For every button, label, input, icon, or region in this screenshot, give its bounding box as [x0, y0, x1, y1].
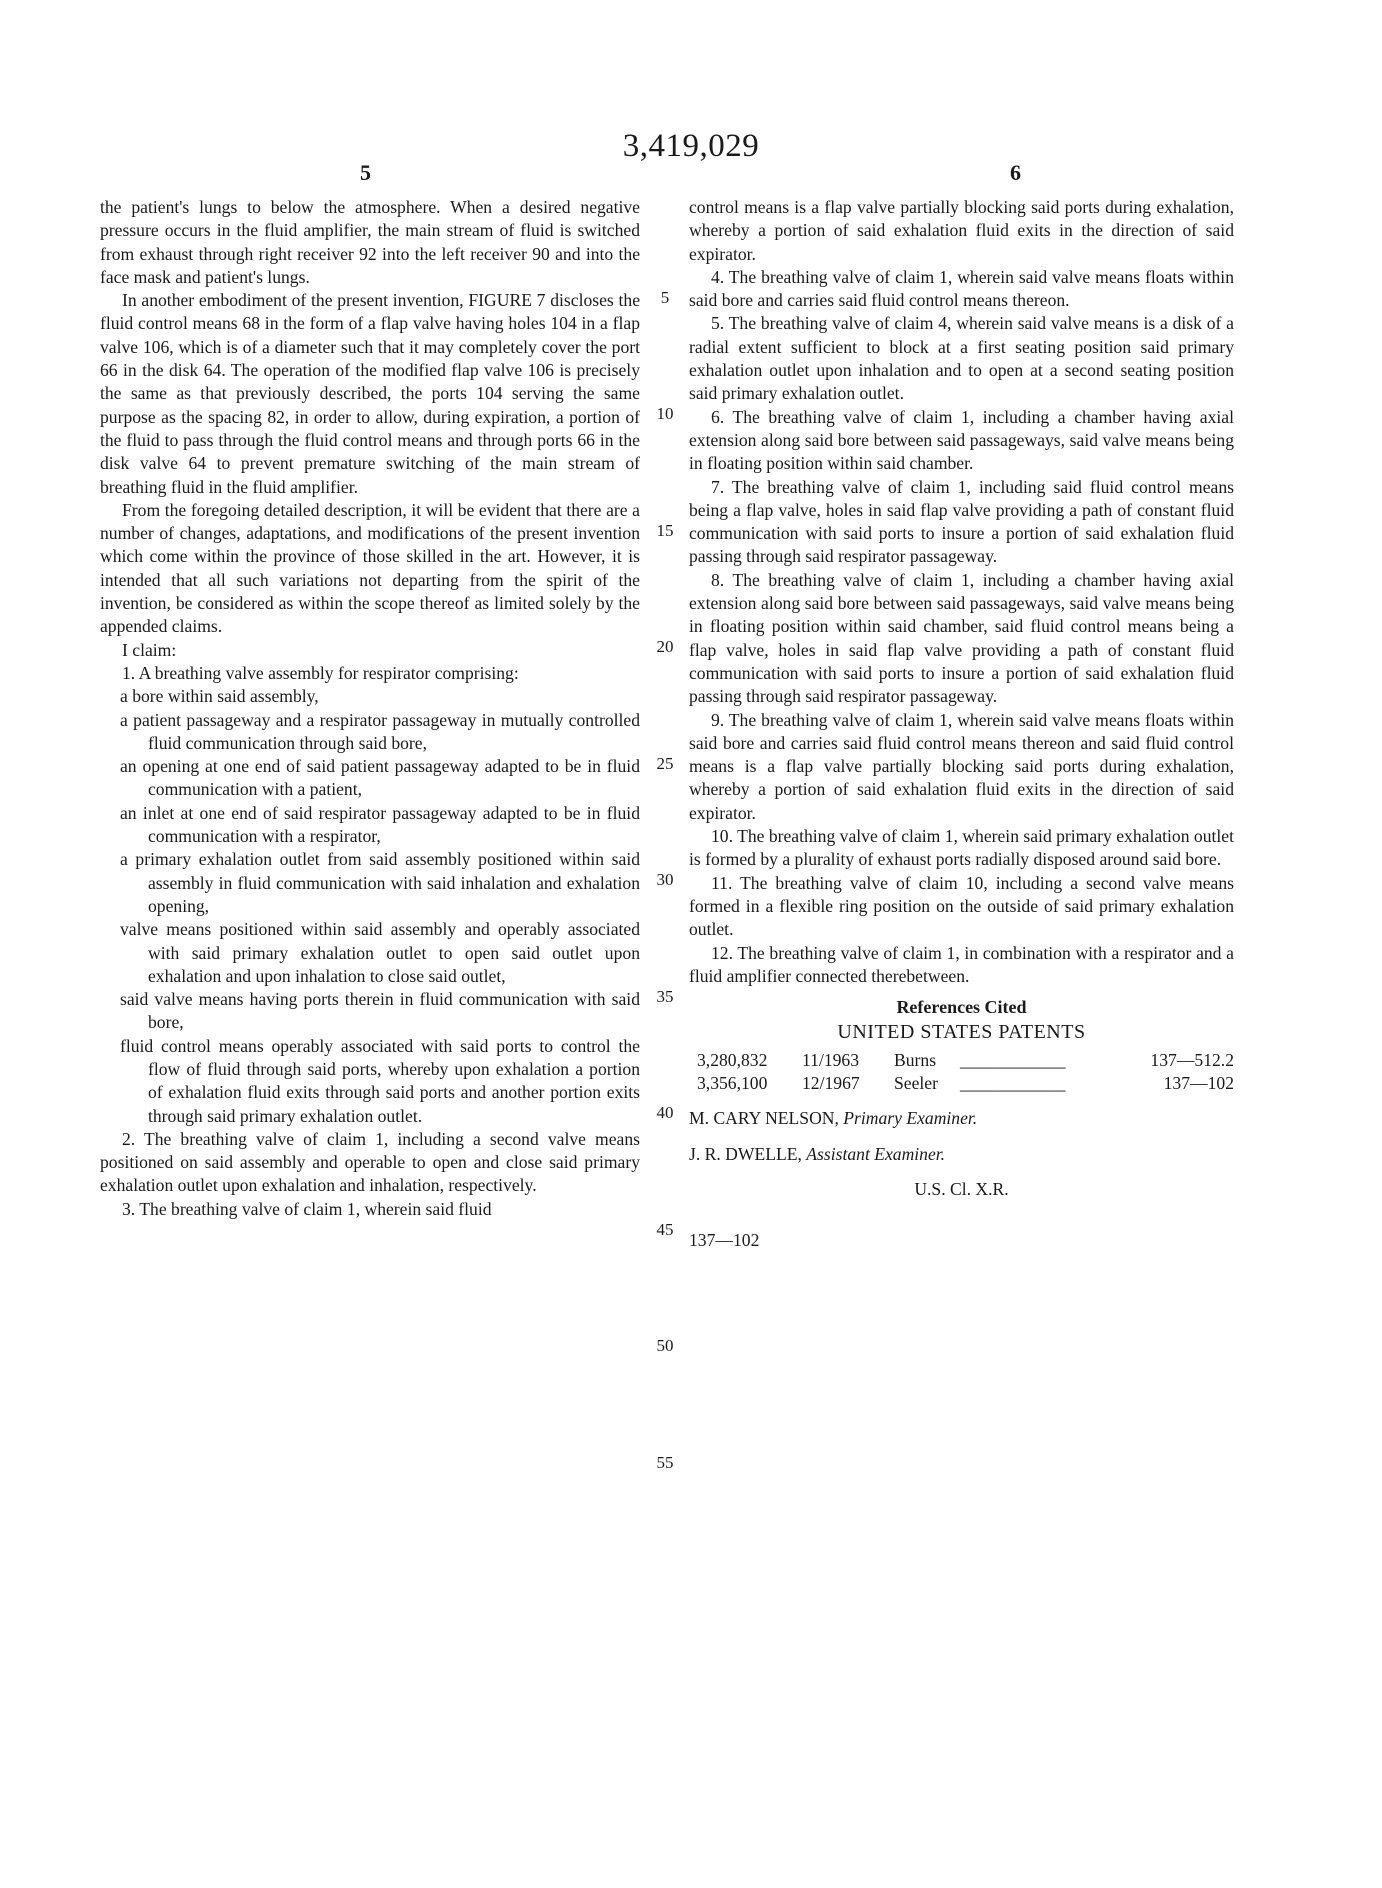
- claim-element: an inlet at one end of said respirator passageway adapted to be in fluid communication with a respirator,: [120, 802, 640, 847]
- paragraph: From the foregoing detailed description, it will be evident that there are a number of changes, adaptations, and modifications of the present invention which come within the province of those skilled in the art. However, it is intended that all such variations not departing from the spirit of the invention, be considered as within the scope thereof as limited solely by the appended claims.: [100, 499, 640, 637]
- references-subheading: UNITED STATES PATENTS: [837, 1021, 1086, 1044]
- us-classification-value: 137—102: [689, 1230, 760, 1251]
- reference-row: [689, 1049, 1234, 1072]
- primary-examiner-title: Primary Examiner.: [843, 1108, 978, 1129]
- reference-name: Burns: [894, 1049, 937, 1070]
- claim-element: an opening at one end of said patient passageway adapted to be in fluid communication with a patient,: [120, 756, 640, 800]
- claim-3-start: 3. The breathing valve of claim 1, wherein said fluid: [122, 1198, 492, 1219]
- assistant-examiner-name: J. R. DWELLE,: [689, 1143, 807, 1164]
- claim-6: 6. The breathing valve of claim 1, including a chamber having axial extension along said bore between said passageways, said valve means being in floating position within said chamber.: [689, 406, 1234, 474]
- line-number: 30: [656, 870, 674, 889]
- references-heading: References Cited: [896, 997, 1027, 1018]
- claim-9: 9. The breathing valve of claim 1, wherein said valve means floats within said bore and carries said fluid control means thereon and said fluid control means is a flap valve partially blocking said ports during exhalation, whereby a portion of said exhalation fluid exits in the direction of said expirator.: [689, 709, 1234, 823]
- claim-10: 10. The breathing valve of claim 1, wherein said primary exhalation outlet is formed by a plurality of exhaust ports radially disposed around said bore.: [689, 826, 1234, 870]
- line-number: 25: [656, 754, 674, 773]
- claim-12: 12. The breathing valve of claim 1, in combination with a respirator and a fluid amplifier connected therebetween.: [689, 942, 1234, 986]
- paragraph: the patient's lungs to below the atmosphere. When a desired negative pressure occurs in the fluid amplifier, the main stream of fluid is switched from exhaust through right receiver 92 into the left receiver 90 and into the face mask and patient's lungs.: [100, 197, 640, 287]
- us-classification-label: U.S. Cl. X.R.: [914, 1178, 1009, 1199]
- left-column-number: 5: [360, 160, 371, 185]
- line-number: 20: [656, 637, 674, 656]
- line-number: 45: [656, 1220, 674, 1239]
- right-column-number: 6: [1010, 160, 1021, 185]
- left-column: [100, 196, 640, 1221]
- reference-class: 137—102: [1163, 1072, 1234, 1093]
- primary-examiner-name: M. CARY NELSON,: [689, 1108, 844, 1129]
- reference-number: 3,280,832: [697, 1049, 768, 1070]
- reference-row: [689, 1072, 1234, 1095]
- primary-examiner: [689, 1107, 1234, 1130]
- reference-date: 11/1963: [802, 1049, 860, 1070]
- claim-3-continued: control means is a flap valve partially blocking said ports during exhalation, whereby a portion of said exhalation fluid exits in the direction of said expirator.: [689, 197, 1234, 264]
- line-number: 10: [656, 404, 674, 423]
- line-number: 35: [656, 987, 674, 1006]
- reference-date: 12/1967: [802, 1072, 860, 1093]
- claim-7: 7. The breathing valve of claim 1, including said fluid control means being a flap valve, holes in said flap valve providing a path of constant fluid communication with said ports to insure a portion of said exhalation fluid passing through said respirator passageway.: [689, 476, 1234, 567]
- claim-8: 8. The breathing valve of claim 1, including a chamber having axial extension along said bore between said passageways, said valve means being in floating position within said chamber, said fluid control means being a flap valve, holes in said flap valve providing a path of constant fluid communication with said ports to insure a portion of said exhalation fluid passing through said respirator passageway.: [689, 569, 1234, 707]
- reference-name: Seeler: [894, 1072, 938, 1093]
- reference-leader: ____________: [960, 1049, 1066, 1070]
- line-number: 55: [656, 1453, 674, 1472]
- line-number: 5: [660, 288, 670, 307]
- claim-element: a patient passageway and a respirator passageway in mutually controlled fluid communication through said bore,: [120, 709, 640, 753]
- paragraph: In another embodiment of the present invention, FIGURE 7 discloses the fluid control means 68 in the form of a flap valve having holes 104 in a flap valve 106, which is of a diameter such that it may completely cover the port 66 in the disk 64. The operation of the modified flap valve 106 is precisely the same as that previously described, the ports 104 serving the same purpose as the spacing 82, in order to allow, during expiration, a portion of the fluid to pass through the fluid control means and through ports 66 in the disk valve 64 to prevent premature switching of the main stream of breathing fluid in the fluid amplifier.: [100, 290, 640, 497]
- right-column: [689, 196, 1234, 1252]
- claim-11: 11. The breathing valve of claim 10, including a second valve means formed in a flexible ring position on the outside of said primary exhalation outlet.: [689, 872, 1234, 940]
- claim-element: a primary exhalation outlet from said assembly positioned within said assembly in fluid communication with said inhalation and exhalation opening,: [120, 849, 640, 916]
- assistant-examiner: [689, 1143, 1234, 1166]
- claim-element: a bore within said assembly,: [120, 686, 319, 707]
- reference-number: 3,356,100: [697, 1072, 768, 1093]
- claim-intro: I claim:: [122, 639, 177, 660]
- claim-4: 4. The breathing valve of claim 1, wherein said valve means floats within said bore and carries said fluid control means thereon.: [689, 266, 1234, 311]
- claim-element: valve means positioned within said assembly and operably associated with said primary exhalation outlet to open said outlet upon exhalation and upon inhalation to close said outlet,: [120, 919, 640, 986]
- claim-5: 5. The breathing valve of claim 4, wherein said valve means is a disk of a radial extent sufficient to block at a first seating position said primary exhalation outlet upon inhalation and to open at a second seating position said primary exhalation outlet.: [689, 313, 1234, 404]
- claim-element: said valve means having ports therein in fluid communication with said bore,: [120, 989, 640, 1033]
- assistant-examiner-title: Assistant Examiner.: [806, 1143, 946, 1164]
- claim-element: fluid control means operably associated with said ports to control the flow of fluid through said ports, whereby upon exhalation a portion of exhalation fluid exits through said ports and another portion exits through said primary exhalation outlet.: [120, 1035, 640, 1126]
- patent-number: 3,419,029: [622, 128, 760, 164]
- claim-1: 1. A breathing valve assembly for respirator comprising:: [122, 662, 519, 683]
- claim-2: 2. The breathing valve of claim 1, including a second valve means positioned on said assembly and operable to open and close said primary exhalation outlet upon exhalation and inhalation, respectively.: [100, 1128, 640, 1196]
- line-number: 50: [656, 1336, 674, 1355]
- line-number: 15: [656, 521, 674, 540]
- line-number: 40: [656, 1103, 674, 1122]
- reference-leader: ____________: [960, 1072, 1066, 1093]
- reference-class: 137—512.2: [1150, 1049, 1234, 1070]
